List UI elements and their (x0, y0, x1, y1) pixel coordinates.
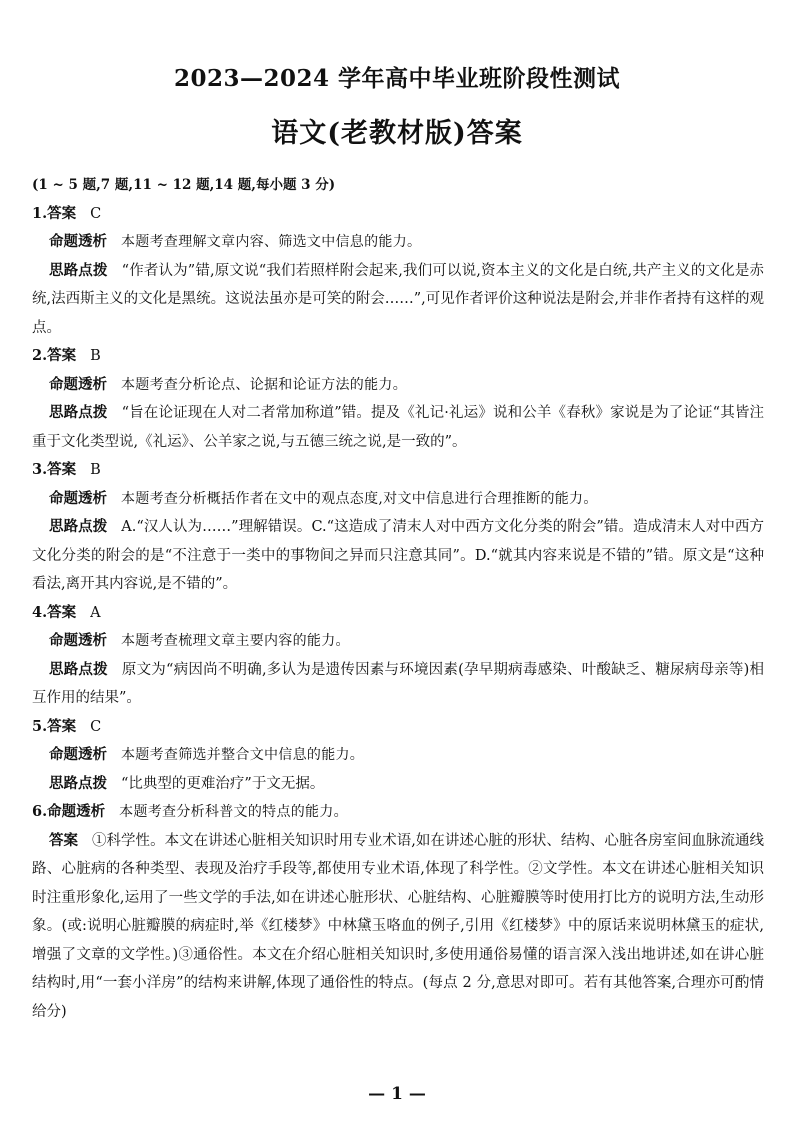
scoring-note: (1 ~ 5 题,7 题,11 ~ 12 题,14 题,每小题 3 分) (32, 177, 336, 193)
answer-paragraph (32, 827, 764, 1027)
analysis-label: 命题透析 (47, 803, 106, 820)
answer-label: 答案 (47, 603, 77, 621)
hint-paragraph (32, 399, 764, 456)
analysis-text: 本题考查分析论点、论据和论证方法的能力。 (121, 376, 407, 393)
question-number: 5. (32, 717, 48, 735)
question-header (32, 798, 764, 827)
document-title: 2023—2024 学年高中毕业班阶段性测试 (173, 65, 621, 92)
answer-label: 答案 (47, 347, 77, 364)
analysis-line (32, 371, 764, 400)
analysis-text: 本题考查分析科普文的特点的能力。 (119, 804, 348, 820)
hint-label: 思路点拨 (49, 660, 108, 678)
hint-label: 思路点拨 (49, 261, 108, 279)
answer-choice: A (90, 604, 101, 621)
question-header (32, 342, 764, 371)
hint-text: 原文为“病因尚不明确,多认为是遗传因素与环境因素(孕早期病毒感染、叶酸缺乏、糖尿病母亲等)相互作用的结果”。 (32, 661, 764, 706)
answer-choice: C (90, 205, 102, 222)
analysis-line (32, 228, 764, 257)
answer-label: 答案 (47, 461, 77, 478)
hint-text: “旨在论证现在人对二者常加称道”错。提及《礼记·礼运》说和公羊《春秋》家说是为了论证“其皆注重于文化类型说,《礼运》、公羊家之说,与五德三统之说,是一致的”。 (32, 405, 764, 450)
question-header (32, 456, 764, 485)
analysis-text: 本题考查梳理文章主要内容的能力。 (121, 633, 350, 649)
answer-label: 答案 (47, 717, 77, 735)
hint-label: 思路点拨 (49, 518, 108, 535)
hint-paragraph (32, 770, 764, 799)
answer-choice: C (90, 718, 102, 735)
question-block-3 (32, 456, 764, 599)
answer-choice: B (90, 462, 101, 478)
document-body (32, 171, 764, 1026)
document-subtitle: 语文(老教材版)答案 (271, 118, 523, 149)
hint-text: “比典型的更难治疗”于文无据。 (121, 775, 325, 792)
question-header (32, 713, 764, 742)
hint-paragraph (32, 656, 764, 713)
answer-label: 答案 (49, 831, 79, 849)
question-block-2 (32, 342, 764, 456)
page-number: — 1 — (368, 1084, 426, 1104)
analysis-line (32, 741, 764, 770)
analysis-text: 本题考查分析概括作者在文中的观点态度,对文中信息进行合理推断的能力。 (121, 490, 598, 507)
question-number: 2. (32, 347, 48, 364)
question-number: 6. (32, 803, 48, 820)
hint-paragraph (32, 257, 764, 343)
analysis-label: 命题透析 (49, 233, 107, 250)
analysis-line (32, 627, 764, 656)
question-number: 1. (32, 204, 48, 222)
question-number: 3. (32, 461, 48, 478)
hint-text: “作者认为”错,原文说“我们若照样附会起来,我们可以说,资本主义的文化是白统,共产主义的文化是赤统,法西斯主义的文化是黑统。这说法虽亦是可笑的附会……”,可见作者评价这种说法是附会,并非作者持有这样的观点。 (32, 262, 765, 336)
question-block-1 (32, 200, 764, 343)
question-block-5 (32, 713, 764, 799)
hint-text: A.“汉人认为……”理解错误。C.“这造成了清末人对中西方文化分类的附会”错。造成清末人对中西方文化分类的附会的是“不注意于一类中的事物间之异而只注意其同”。D.“就其内容来说是不错的”错。原文是“这种看法,离开其内容说,是不错的”。 (32, 519, 765, 592)
answer-label: 答案 (47, 204, 77, 222)
analysis-label: 命题透析 (49, 632, 107, 649)
analysis-text: 本题考查筛选并整合文中信息的能力。 (121, 747, 365, 763)
question-block-4 (32, 599, 764, 713)
answer-text: ①科学性。本文在讲述心脏相关知识时用专业术语,如在讲述心脏的形状、结构、心脏各房室间血脉流通线路、心脏病的各种类型、表现及治疗手段等,都使用专业术语,体现了科学性。②文学性。本文在讲述心脏相关知识时注重形象化,运用了一些文学的手法,如在讲述心脏形状、心脏结构、心脏瓣膜等时使用打比方的说明方法,生动形象。(或:说明心脏瓣膜的病症时,举《红楼梦》中林黛玉咯血的例子,引用《红楼梦》中的原话来说明林黛玉的症状,增强了文章的文学性。)③通俗性。本文在介绍心脏相关知识时,多使用通俗易懂的语言深入浅出地讲述,如在讲心脏结构时,用“一套小洋房”的结构来讲解,体现了通俗性的特点。(每点 2 分,意思对即可。若有其他答案,合理亦可酌情给分) (32, 832, 765, 1020)
analysis-label: 命题透析 (49, 375, 107, 393)
answer-choice: B (90, 348, 101, 364)
analysis-label: 命题透析 (49, 489, 107, 507)
question-header (32, 200, 764, 229)
analysis-line (32, 485, 764, 514)
question-number: 4. (32, 603, 48, 621)
analysis-text: 本题考查理解文章内容、筛选文中信息的能力。 (121, 234, 422, 250)
question-block-6 (32, 798, 764, 1026)
hint-label: 思路点拨 (49, 774, 107, 792)
hint-label: 思路点拨 (49, 404, 108, 421)
hint-paragraph (32, 513, 764, 599)
analysis-label: 命题透析 (49, 746, 107, 763)
question-header (32, 599, 764, 628)
